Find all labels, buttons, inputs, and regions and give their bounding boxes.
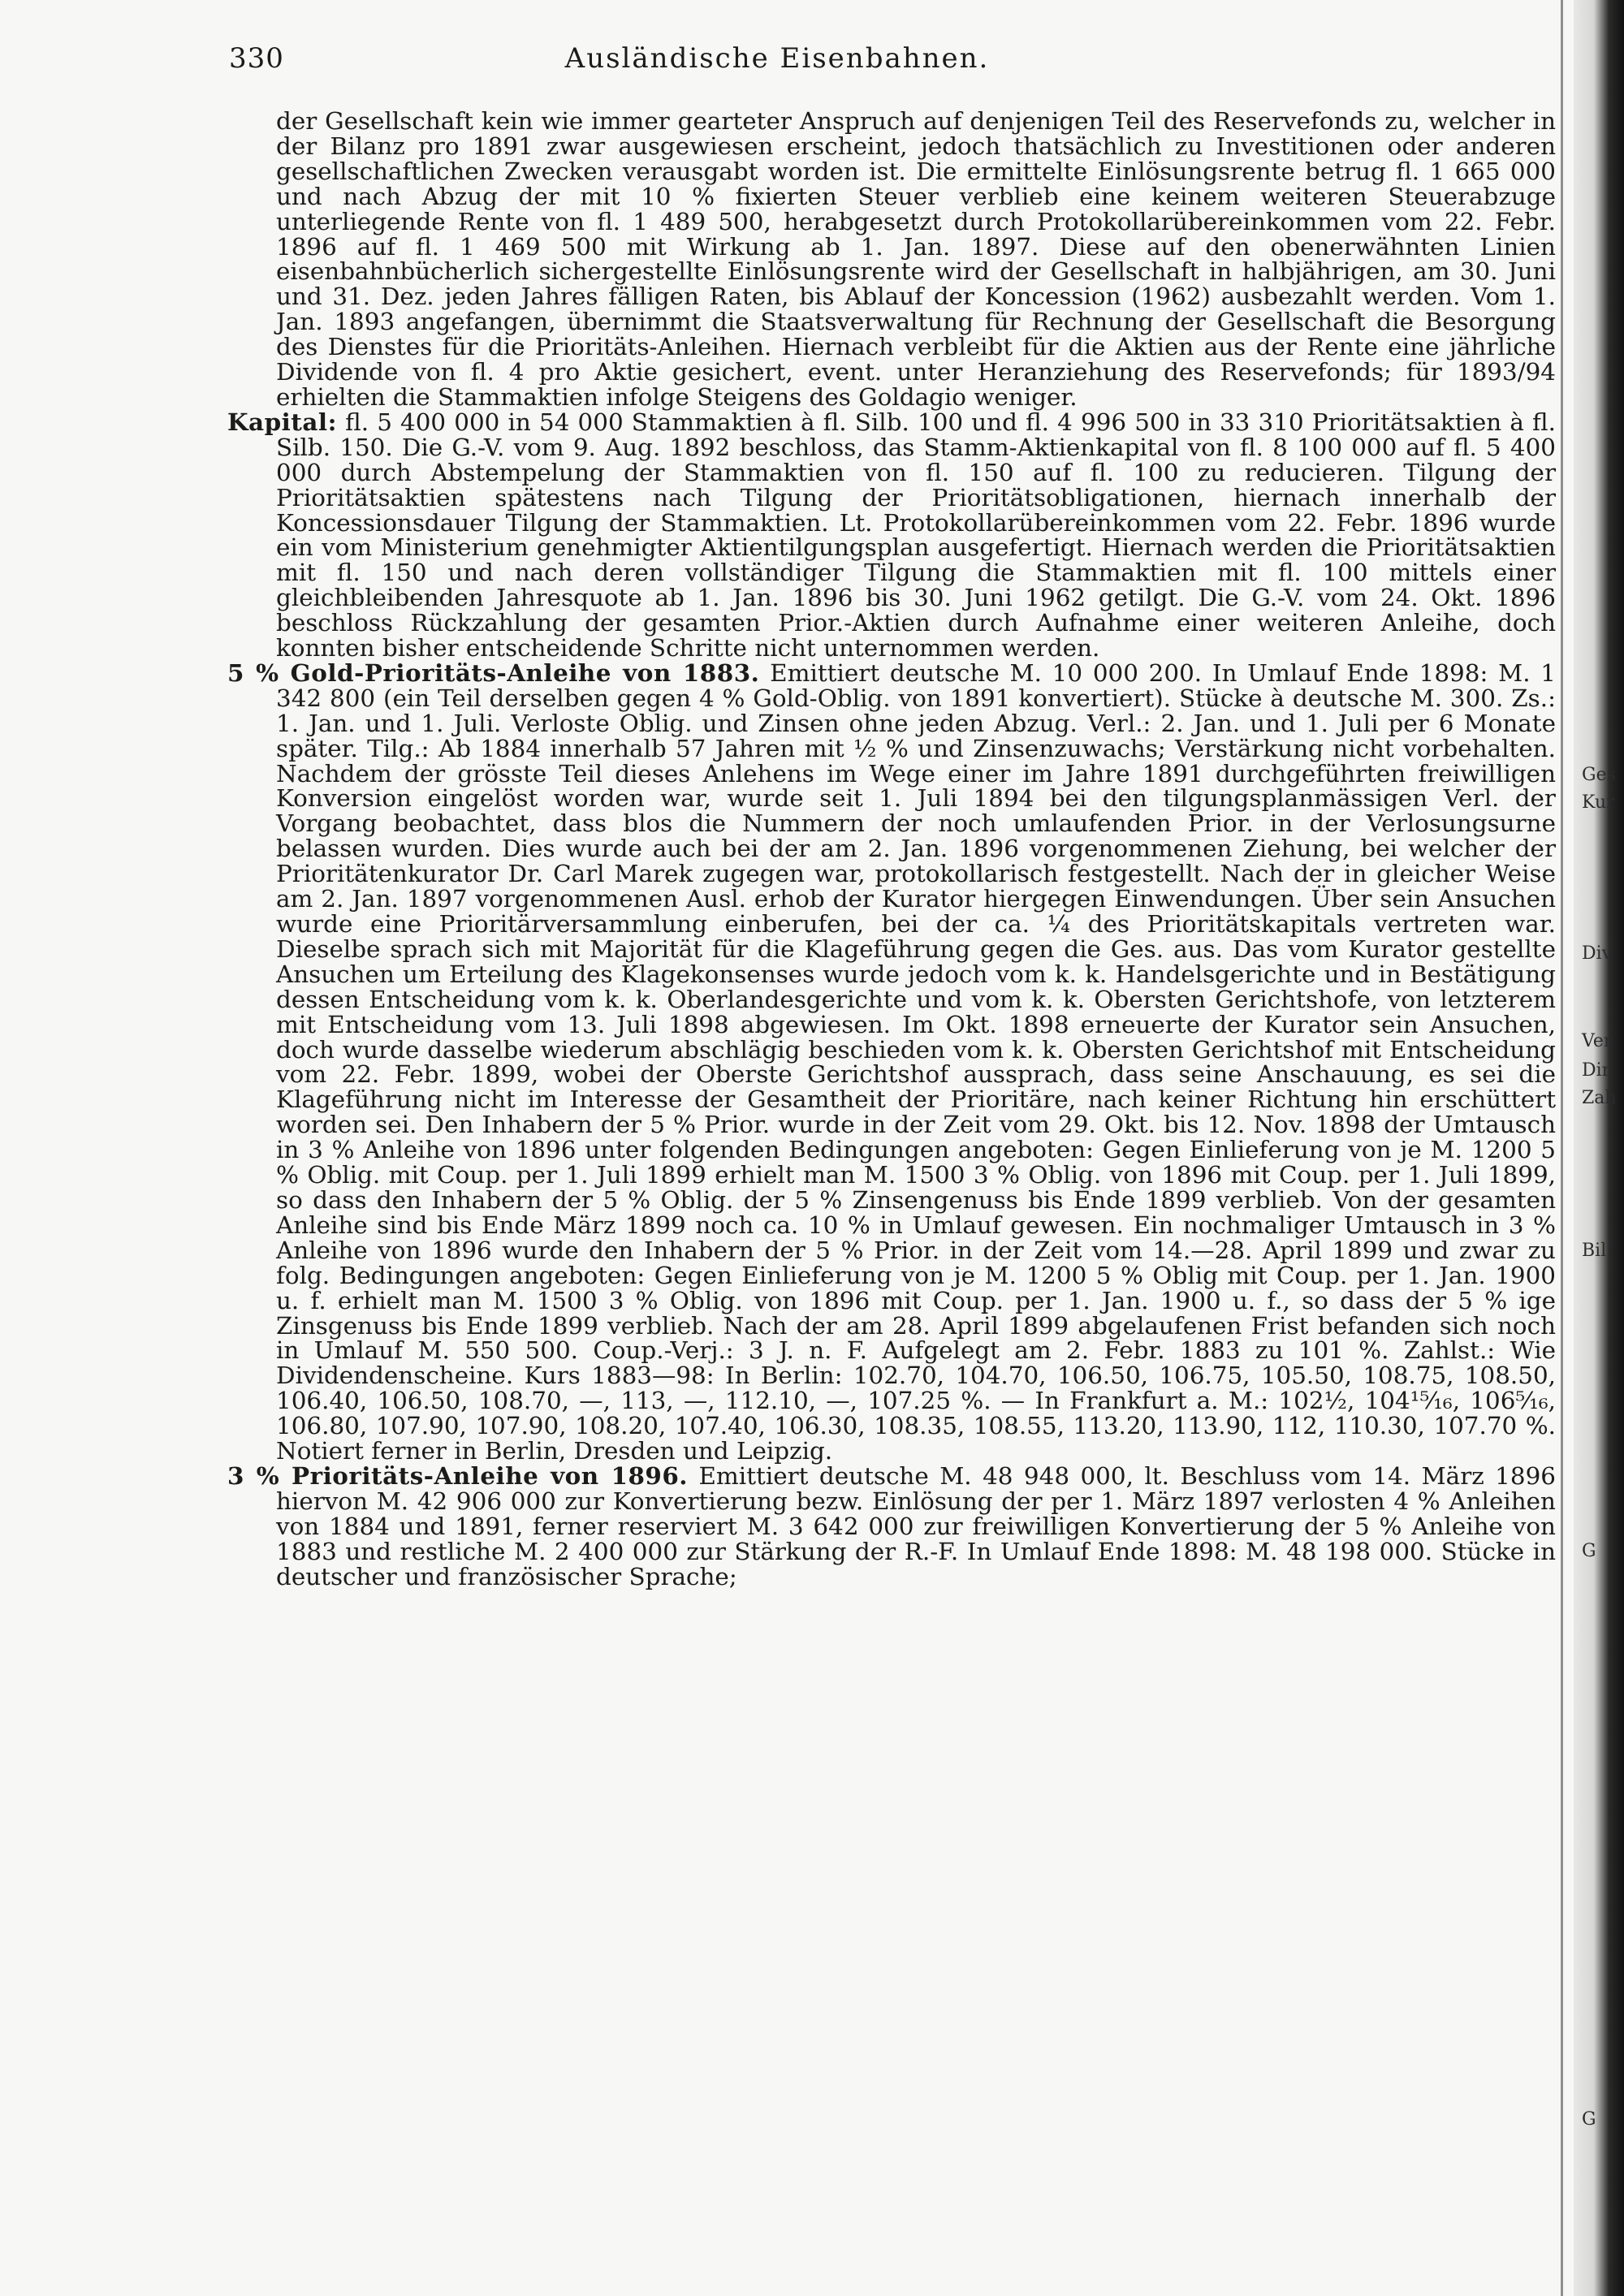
margin-note: G [1582, 2109, 1596, 2130]
prioritaets-anleihe-label: 3 % Prioritäts-Anleihe von 1896. [227, 1461, 689, 1490]
margin-note: Ver [1582, 1031, 1613, 1051]
gold-anleihe-paragraph [227, 658, 1557, 1465]
kapital-text: fl. 5 400 000 in 54 000 Stammaktien à fl. Silb. 100 und fl. 4 996 500 in 33 310 Prioritätsaktien à fl. Silb. 150. Die G.-V. vom 9. Aug. 1892 beschloss, das Stamm-Aktienkapital von fl. 8 100 000 auf fl. 5 400 000 durch Abstempelung der Stammaktien von fl. 150 auf fl. 100 zu reducieren. Tilgung der Prioritätsaktien spätestens nach Tilgung der Prioritätsobligationen, hiernach innerhalb der Koncessionsdauer Tilgung der Stammaktien. Lt. Protokollarübereinkommen vom 22. Febr. 1896 wurde ein vom Ministerium genehmigter Aktientilgungsplan ausgefertigt. Hiernach werden die Prioritätsaktien mit fl. 150 und nach deren vollständiger Tilgung die Stammaktien mit fl. 100 mittels einer gleichbleibenden Jahresquote ab 1. Jan. 1896 bis 30. Juni 1962 getilgt. Die G.-V. vom 24. Okt. 1896 beschloss Rückzahlung der gesamten Prior.-Aktien durch Aufnahme einer weiteren Anleihe, doch konnten bisher entscheidende Schritte nicht unternommen werden. [276, 408, 1556, 662]
margin-notes [1582, 0, 1622, 2296]
gold-anleihe-label: 5 % Gold-Prioritäts-Anleihe von 1883. [227, 658, 760, 687]
page-body [227, 109, 1556, 1589]
prioritaets-anleihe-paragraph [227, 1461, 1556, 1590]
margin-note: Bil [1582, 1241, 1607, 1261]
margin-note: G [1582, 1541, 1596, 1561]
gutter-line [1561, 0, 1563, 2296]
margin-note: Zah [1582, 1088, 1617, 1108]
page-header [229, 42, 1561, 83]
margin-note: Kur [1582, 792, 1615, 813]
margin-note: Ges [1582, 765, 1616, 785]
page-number: 330 [229, 42, 284, 75]
margin-note: Dir [1582, 1060, 1611, 1081]
margin-note: Div [1582, 943, 1613, 964]
running-head: Ausländische Eisenbahnen. [564, 42, 990, 75]
prioritaets-anleihe-text: Emittiert deutsche M. 48 948 000, lt. Beschluss vom 14. März 1896 hiervon M. 42 906 000 zur Konvertierung bezw. Einlösung der per 1. März 1897 verlosten 4 % Anleihen von 1884 und 1891, ferner reserviert M. 3 642 000 zur freiwilligen Konvertierung der 5 % Anleihe von 1883 und restliche M. 2 400 000 zur Stärkung der R.-F. In Umlauf Ende 1898: M. 48 198 000. Stücke in deutscher und französischer Sprache; [276, 1461, 1556, 1590]
kapital-paragraph [227, 407, 1556, 662]
intro-paragraph: der Gesellschaft kein wie immer gearteter Anspruch auf denjenigen Teil des Reservefonds zu, welcher in der Bilanz pro 1891 zwar ausgewiesen erscheint, jedoch thatsächlich zu Investitionen oder anderen gesellschaftlichen Zwecken verausgabt worden ist. Die ermittelte Einlösungsrente betrug fl. 1 665 000 und nach Abzug der mit 10 % fixierten Steuer verblieb eine keinem weiteren Steuerabzuge unterliegende Rente von fl. 1 489 500, herabgesetzt durch Protokollarübereinkommen vom 22. Febr. 1896 auf fl. 1 469 500 mit Wirkung ab 1. Jan. 1897. Diese auf den obenerwähnten Linien eisenbahnbücherlich sichergestellte Einlösungsrente wird der Gesellschaft in halbjährigen, am 30. Juni und 31. Dez. jeden Jahres fälligen Raten, bis Ablauf der Koncession (1962) ausbezahlt werden. Vom 1. Jan. 1893 angefangen, übernimmt die Staatsverwaltung für Rechnung der Gesellschaft die Besorgung des Dienstes für die Prioritäts-Anleihen. Hiernach verbleibt für die Aktien aus der Rente eine jährliche Dividende von fl. 4 pro Aktie gesichert, event. unter Heranziehung des Reservefonds; für 1893/94 erhielten die Stammaktien infolge Steigens des Goldagio weniger. [276, 107, 1556, 411]
gold-anleihe-text: Emittiert deutsche M. 10 000 200. In Umlauf Ende 1898: M. 1 342 800 (ein Teil derselben gegen 4 % Gold-Oblig. von 1891 konvertiert). Stücke à deutsche M. 300. Zs.: 1. Jan. und 1. Juli. Verloste Oblig. und Zinsen ohne jeden Abzug. Verl.: 2. Jan. und 1. Juli per 6 Monate später. Tilg.: Ab 1884 innerhalb 57 Jahren mit ½ % und Zinsenzuwachs; Verstärkung nicht vorbehalten. Nachdem der grösste Teil dieses Anlehens im Wege einer im Jahre 1891 durchgeführten freiwilligen Konversion eingelöst worden war, wurde seit 1. Juli 1894 bei den tilgungsplanmässigen Verl. der Vorgang beobachtet, dass blos die Nummern der noch umlaufenden Prior. in der Verlosungsurne belassen wurden. Dies wurde auch bei der am 2. Jan. 1896 vorgenommenen Ziehung, bei welcher der Prioritätenkurator Dr. Carl Marek zugegen war, protokollarisch festgestellt. Nach der in gleicher Weise am 2. Jan. 1897 vorgenommenen Ausl. erhob der Kurator hiergegen Einwendungen. Über sein Ansuchen wurde eine Prioritärversammlung einberufen, bei der ca. ¼ des Prioritätskapitals vertreten war. Dieselbe sprach sich mit Majorität für die Klageführung gegen die Ges. aus. Das vom Kurator gestellte Ansuchen um Erteilung des Klagekonsenses wurde jedoch vom k. k. Handelsgerichte und in Bestätigung dessen Entscheidung vom k. k. Oberlandesgerichte und vom k. k. Obersten Gerichtshofe, von letzterem mit Entscheidung vom 13. Juli 1898 abgewiesen. Im Okt. 1898 erneuerte der Kurator sein Ansuchen, doch wurde dasselbe wiederum abschlägig beschieden vom k. k. Obersten Gerichtshof mit Entscheidung vom 22. Febr. 1899, wobei der Oberste Gerichtshof aussprach, dass seine Anschauung, es sei die Klageführung nicht im Interesse der Gesamtheit der Prioritäre, nach keiner Richtung hin erschüttert worden sei. Den Inhabern der 5 % Prior. wurde in der Zeit vom 29. Okt. bis 12. Nov. 1898 der Umtausch in 3 % Anleihe von 1896 unter folgenden Bedingungen angeboten: Gegen Einlieferung von je M. 1200 5 % Oblig. mit Coup. per 1. Juli 1899 erhielt man M. 1500 3 % Oblig. von 1896 mit Coup. per 1. Juli 1899, so dass den Inhabern der 5 % Oblig. der 5 % Zinsengenuss bis Ende 1899 verblieb. Von der gesamten Anleihe sind bis Ende März 1899 noch ca. 10 % in Umlauf gewesen. Ein nochmaliger Umtausch in 3 % Anleihe von 1896 wurde den Inhabern der 5 % Prior. in der Zeit vom 14.—28. April 1899 und zwar zu folg. Bedingungen angeboten: Gegen Einlieferung von je M. 1200 5 % Oblig mit Coup. per 1. Jan. 1900 u. f. erhielt man M. 1500 3 % Oblig. von 1896 mit Coup. per 1. Jan. 1900 u. f., so dass der 5 % ige Zinsgenuss bis Ende 1899 verblieb. Nach der am 28. April 1899 abgelaufenen Frist befanden sich noch in Umlauf M. 550 500. Coup.-Verj.: 3 J. n. F. Aufgelegt am 2. Febr. 1883 zu 101 %. Zahlst.: Wie Dividendenscheine. Kurs 1883—98: In Berlin: 102.70, 104.70, 106.50, 106.75, 105.50, 108.75, 108.50, 106.40, 106.50, 108.70, —, 113, —, 112.10, —, 107.25 %. — In Frankfurt a. M.: 102½, 104¹⁵⁄₁₆, 106⁵⁄₁₆, 106.80, 107.90, 107.90, 108.20, 107.40, 106.30, 108.35, 108.55, 113.20, 113.90, 112, 110.30, 107.70 %. Notiert ferner in Berlin, Dresden und Leipzig. [276, 658, 1557, 1465]
kapital-label: Kapital: [227, 407, 337, 436]
